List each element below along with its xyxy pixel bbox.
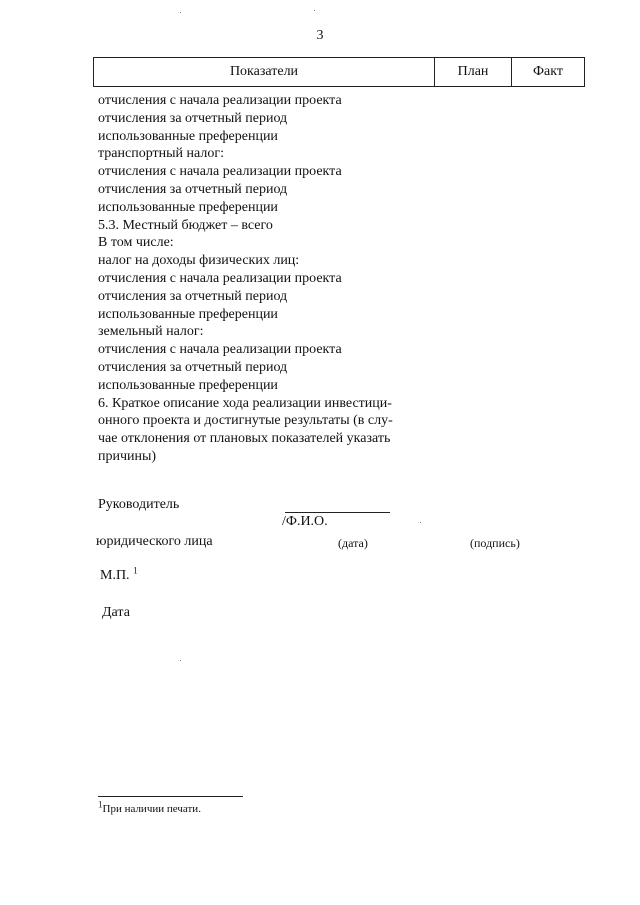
- page-number: 3: [316, 28, 324, 43]
- seal-label: [100, 565, 138, 584]
- indicator-line: отчисления с начала реализации проекта: [98, 342, 342, 358]
- indicator-line: использованные преференции: [98, 306, 278, 322]
- legal-entity-label: юридического лица: [96, 534, 213, 549]
- scan-speck: [180, 12, 181, 13]
- indicator-line: отчисления за отчетный период: [98, 359, 288, 375]
- head-label: Руководитель: [98, 497, 180, 512]
- header-plan: План: [435, 58, 512, 86]
- description-line: онного проекта и достигнутые результаты (в слу-: [98, 413, 393, 429]
- indicator-line: земельный налог:: [98, 324, 204, 340]
- indicator-line: отчисления с начала реализации проекта: [98, 93, 342, 108]
- indicator-line: отчисления с начала реализации проекта: [98, 270, 342, 286]
- seal-footnote-mark: 1: [133, 565, 138, 576]
- indicator-line: транспортный налог:: [98, 146, 224, 162]
- signature-underline: [285, 512, 390, 513]
- footnote-text: При наличии печати.: [102, 803, 201, 815]
- fio-label: /Ф.И.О.: [282, 514, 328, 529]
- description-line: чае отклонения от плановых показателей указать: [98, 431, 391, 447]
- header-fact: Факт: [532, 64, 563, 79]
- description-line: 6. Краткое описание хода реализации инвестици-: [98, 395, 392, 411]
- date-caption: (дата): [338, 536, 368, 550]
- indicator-line: В том числе:: [98, 235, 174, 251]
- date-label: Дата: [102, 605, 130, 620]
- indicators-list: [98, 92, 428, 466]
- indicator-line: отчисления за отчетный период: [98, 110, 288, 126]
- indicator-line: использованные преференции: [98, 377, 278, 393]
- header-indicators: Показатели: [94, 58, 435, 86]
- indicators-table-header: [93, 57, 585, 87]
- signature-caption: (подпись): [470, 536, 520, 550]
- indicator-line: отчисления за отчетный период: [98, 288, 288, 304]
- indicator-line: 5.3. Местный бюджет – всего: [98, 217, 273, 233]
- scan-speck: [420, 522, 421, 523]
- footnote-separator: [98, 796, 243, 797]
- scan-speck: [314, 10, 315, 11]
- description-line: причины): [98, 448, 157, 464]
- indicator-line: использованные преференции: [98, 199, 278, 215]
- footnote: [98, 799, 201, 815]
- indicator-line: отчисления с начала реализации проекта: [98, 164, 342, 180]
- seal-text: М.П.: [100, 568, 130, 583]
- scan-speck: [180, 660, 181, 661]
- indicator-line: налог на доходы физических лиц:: [98, 253, 300, 269]
- footnote-mark: 1: [98, 799, 103, 810]
- indicator-line: отчисления за отчетный период: [98, 181, 288, 197]
- indicator-line: использованные преференции: [98, 128, 278, 144]
